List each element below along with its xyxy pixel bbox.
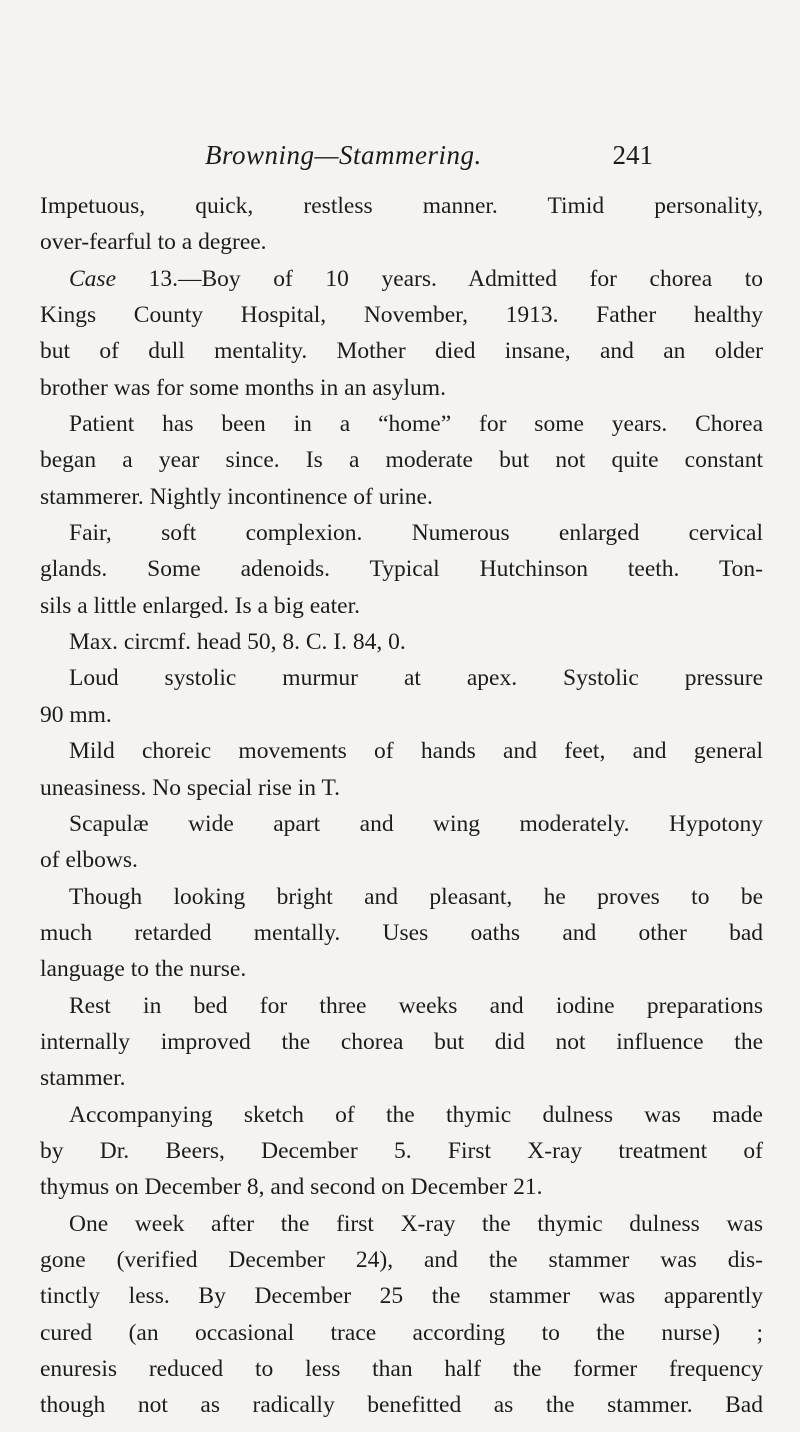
line-text: Though looking bright and pleasant, he proves to be	[69, 883, 763, 910]
text-line	[40, 879, 763, 915]
line-text: tinctly less. By December 25 the stammer was apparently	[40, 1283, 763, 1310]
text-line	[40, 770, 763, 806]
running-head	[205, 140, 653, 180]
text-line	[40, 1060, 763, 1096]
text-line	[40, 733, 763, 769]
line-text: thymus on December 8, and second on December 21.	[40, 1174, 543, 1201]
text-line	[40, 370, 763, 406]
text-line	[40, 333, 763, 369]
text-line	[40, 515, 763, 551]
line-text: Scapulæ wide apart and wing moderately. Hypotony	[69, 810, 763, 837]
text-line	[40, 842, 763, 878]
text-line	[40, 1097, 763, 1133]
body-text	[40, 188, 763, 1424]
text-line	[40, 1133, 763, 1169]
line-text: Loud systolic murmur at apex. Systolic pressure	[69, 665, 763, 692]
text-line	[40, 442, 763, 478]
line-text: 90 mm.	[40, 701, 112, 728]
text-line	[40, 551, 763, 587]
text-line	[40, 1387, 763, 1423]
line-text: language to the nurse.	[40, 956, 247, 983]
line-text: glands. Some adenoids. Typical Hutchinson teeth. Ton-	[40, 556, 763, 583]
line-text: but of dull mentality. Mother died insane, and an older	[40, 338, 763, 365]
line-text: over-fearful to a degree.	[40, 229, 267, 256]
text-line	[40, 224, 763, 260]
text-line	[40, 624, 763, 660]
text-line	[40, 406, 763, 442]
text-line	[40, 1024, 763, 1060]
line-text: Fair, soft complexion. Numerous enlarged cervical	[69, 520, 763, 547]
line-text: internally improved the chorea but did not influence the	[40, 1028, 763, 1055]
text-line	[40, 660, 763, 696]
text-line	[40, 588, 763, 624]
line-text: enuresis reduced to less than half the former frequency	[40, 1356, 763, 1382]
case-label: Case	[69, 265, 116, 292]
text-line	[40, 915, 763, 951]
line-text: Patient has been in a “home” for some years. Chorea	[69, 411, 763, 438]
text-line	[40, 1315, 763, 1351]
line-text: Max. circmf. head 50, 8. C. I. 84, 0.	[69, 629, 406, 656]
running-title: Browning—Stammering.	[205, 140, 482, 170]
line-text: Impetuous, quick, restless manner. Timid personality,	[40, 193, 763, 219]
line-text: much retarded mentally. Uses oaths and other bad	[40, 919, 763, 946]
text-line	[40, 951, 763, 987]
line-text: One week after the first X-ray the thymic dulness was	[69, 1210, 763, 1237]
text-line	[40, 261, 763, 297]
text-line	[40, 297, 763, 333]
line-text: cured (an occasional trace according to the nurse) ;	[40, 1319, 763, 1346]
text-line	[40, 479, 763, 515]
line-text: Accompanying sketch of the thymic dulness was made	[69, 1101, 763, 1128]
line-text: of elbows.	[40, 847, 138, 874]
text-line	[40, 1351, 763, 1387]
line-text: gone (verified December 24), and the stammer was dis-	[40, 1246, 763, 1273]
line-text: stammer.	[40, 1065, 126, 1092]
text-line	[40, 1169, 763, 1205]
line-text: began a year since. Is a moderate but not quite constant	[40, 447, 763, 474]
text-line	[40, 806, 763, 842]
text-line	[40, 988, 763, 1024]
line-text: uneasiness. No special rise in T.	[40, 774, 340, 801]
line-text: sils a little enlarged. Is a big eater.	[40, 592, 360, 619]
text-line	[40, 1206, 763, 1242]
text-line	[40, 1278, 763, 1314]
text-line	[40, 188, 763, 224]
line-text: Rest in bed for three weeks and iodine preparations	[69, 992, 763, 1019]
line-text: brother was for some months in an asylum.	[40, 374, 446, 401]
line-text: though not as radically benefitted as the stammer. Bad	[40, 1392, 763, 1419]
line-text: stammerer. Nightly incontinence of urine.	[40, 483, 433, 510]
line-text: Mild choreic movements of hands and feet, and general	[69, 738, 763, 765]
line-text: by Dr. Beers, December 5. First X-ray treatment of	[40, 1137, 763, 1164]
text-line	[40, 697, 763, 733]
line-text: 13.—Boy of 10 years. Admitted for chorea to	[116, 265, 763, 292]
text-line	[40, 1242, 763, 1278]
page-number: 241	[612, 140, 653, 170]
line-text: Kings County Hospital, November, 1913. Father healthy	[40, 302, 763, 329]
